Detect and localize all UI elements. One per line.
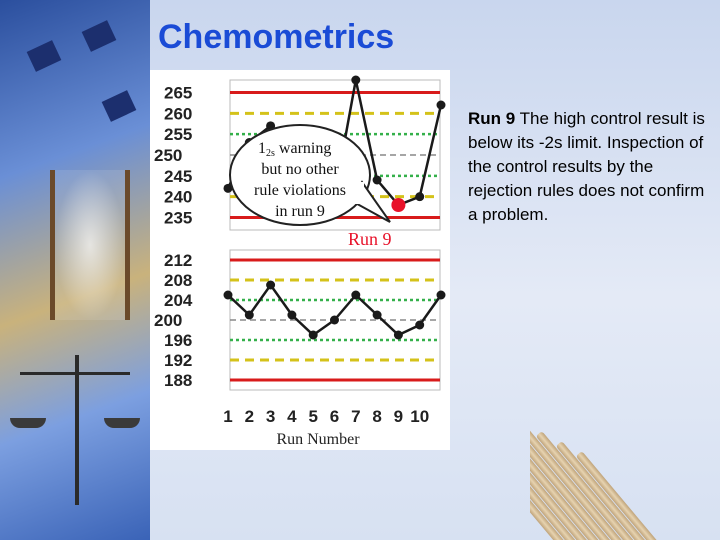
data-point xyxy=(287,311,296,320)
explanation-text xyxy=(468,107,708,227)
x-tick-label: 1 xyxy=(223,407,233,426)
data-point xyxy=(373,176,382,185)
data-point xyxy=(245,311,254,320)
x-tick-label: 3 xyxy=(265,407,276,426)
x-tick-label: 8 xyxy=(372,407,382,426)
balance-scale-icon xyxy=(75,355,79,505)
y-tick-label: 204 xyxy=(164,291,193,310)
hourglass-icon xyxy=(50,170,130,320)
data-point xyxy=(373,311,382,320)
data-point xyxy=(415,192,424,201)
data-point xyxy=(394,331,403,340)
x-axis-label: Run Number xyxy=(276,431,360,448)
data-point xyxy=(437,101,446,110)
data-point xyxy=(351,291,360,300)
balance-scale-pan xyxy=(10,418,46,428)
y-tick-label: 240 xyxy=(164,187,193,207)
x-tick-label: 9 xyxy=(393,407,404,426)
data-point xyxy=(415,321,424,330)
run-description: The high control result is below its -2s limit. Inspection of the control results by the rejection rules does not confirm a problem. xyxy=(468,109,705,224)
x-tick-label: 4 xyxy=(287,407,297,426)
y-tick-label: 196 xyxy=(164,331,193,350)
annotation-pointer-mask xyxy=(346,182,364,204)
decorative-pencils xyxy=(530,310,720,540)
levey-jennings-chart xyxy=(150,70,450,450)
series-line xyxy=(228,285,441,335)
x-tick-label: 7 xyxy=(351,407,361,426)
annotation-text-line: rule violations xyxy=(254,182,346,199)
slide-title: Chemometrics xyxy=(158,18,395,56)
y-tick-label: 260 xyxy=(164,104,193,124)
x-tick-label: 6 xyxy=(329,407,340,426)
annotation-text-line: 12s warning xyxy=(258,140,332,159)
graduation-cap-icon xyxy=(27,40,62,72)
y-tick-label: 250 xyxy=(154,146,183,165)
decorative-left-banner xyxy=(0,0,150,540)
data-point xyxy=(309,331,318,340)
x-tick-label: 10 xyxy=(410,407,430,426)
y-tick-label: 212 xyxy=(164,251,193,270)
annotation-text-line: in run 9 xyxy=(275,203,325,220)
balance-scale-beam xyxy=(20,372,130,375)
data-point xyxy=(351,76,360,85)
y-tick-label: 235 xyxy=(164,208,193,228)
graduation-cap-icon xyxy=(82,20,117,52)
x-tick-label: 2 xyxy=(244,407,255,426)
x-tick-label: 5 xyxy=(308,407,318,426)
y-tick-label: 200 xyxy=(154,311,183,330)
annotation-text-line: but no other xyxy=(261,161,339,178)
data-point xyxy=(437,291,446,300)
graduation-cap-icon xyxy=(102,90,137,122)
y-tick-label: 192 xyxy=(164,351,193,370)
y-tick-label: 245 xyxy=(164,166,193,186)
y-tick-label: 188 xyxy=(164,371,193,390)
y-tick-label: 255 xyxy=(164,125,193,145)
y-tick-label: 208 xyxy=(164,271,193,290)
data-point xyxy=(266,281,275,290)
data-point xyxy=(224,291,233,300)
callout-label: Run 9 xyxy=(348,229,392,249)
control-chart-panel xyxy=(150,70,450,450)
data-point xyxy=(330,316,339,325)
highlighted-data-point xyxy=(391,198,405,212)
run-heading: Run 9 xyxy=(468,109,516,128)
balance-scale-pan xyxy=(104,418,140,428)
y-tick-label: 265 xyxy=(164,83,193,103)
